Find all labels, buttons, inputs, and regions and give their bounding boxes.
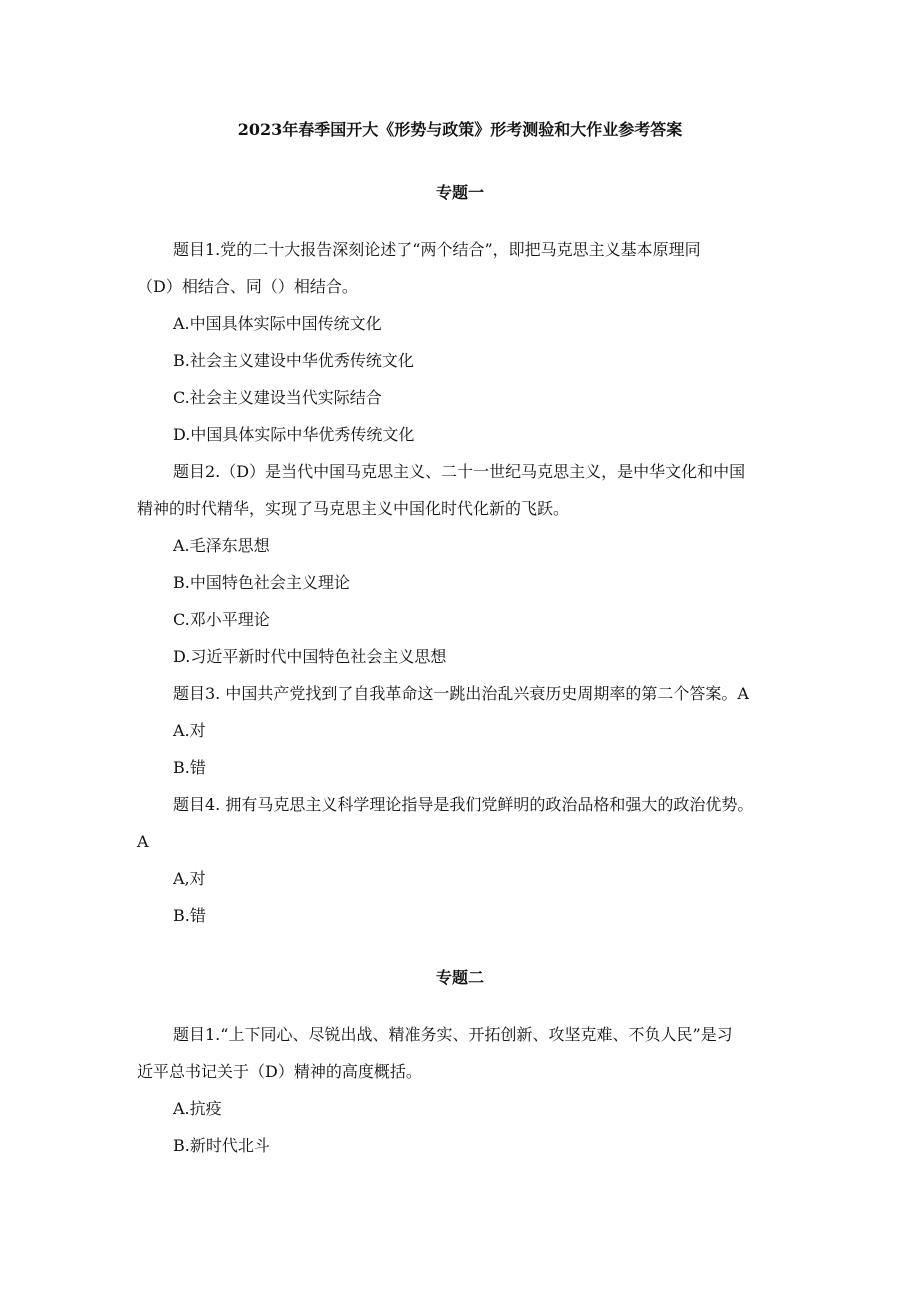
question-1-4-stem-line1: 题目4. 拥有马克思主义科学理论指导是我们党鲜明的政治品格和强大的政治优势。 — [173, 795, 754, 814]
question-2-1-option-a: A.抗疫 — [173, 1099, 222, 1118]
question-1-2-option-c: C.邓小平理论 — [173, 610, 270, 629]
section-heading-1: 专题一 — [435, 183, 484, 202]
question-2-1-stem-line2: 近平总书记关于（D）精神的高度概括。 — [137, 1062, 422, 1081]
question-1-1-option-b: B.社会主义建设中华优秀传统文化 — [173, 351, 414, 370]
question-1-1-option-a: A.中国具体实际中国传统文化 — [173, 314, 382, 333]
question-1-2-option-d: D.习近平新时代中国特色社会主义思想 — [173, 647, 447, 666]
question-1-1-option-d: D.中国具体实际中华优秀传统文化 — [173, 425, 415, 444]
document-title: 2023年春季国开大《形势与政策》形考测验和大作业参考答案 — [237, 120, 683, 139]
question-1-1-option-c: C.社会主义建设当代实际结合 — [173, 388, 382, 407]
question-1-4-option-a: A,对 — [173, 869, 206, 888]
question-1-3-stem: 题目3. 中国共产党找到了自我革命这一跳出治乱兴衰历史周期率的第二个答案。A — [173, 684, 749, 703]
question-2-1-stem-line1: 题目1.“上下同心、尽锐出战、精准务实、开拓创新、攻坚克难、不负人民”是习 — [173, 1025, 733, 1044]
question-1-2-stem-line2: 精神的时代精华，实现了马克思主义中国化时代化新的飞跃。 — [137, 499, 570, 518]
question-1-2-option-b: B.中国特色社会主义理论 — [173, 573, 350, 592]
question-2-1-option-b: B.新时代北斗 — [173, 1136, 270, 1155]
question-1-2-option-a: A.毛泽东思想 — [173, 536, 270, 555]
question-1-3-option-b: B.错 — [173, 758, 206, 777]
question-1-2-stem-line1: 题目2.（D）是当代中国马克思主义、二十一世纪马克思主义，是中华文化和中国 — [173, 462, 746, 481]
section-heading-2: 专题二 — [435, 968, 484, 987]
question-1-1-stem-line1: 题目1.党的二十大报告深刻论述了“两个结合”，即把马克思主义基本原理同 — [173, 240, 701, 259]
question-1-4-option-b: B.错 — [173, 906, 206, 925]
question-1-1-stem-line2: （D）相结合、同（）相结合。 — [137, 277, 358, 296]
question-1-3-option-a: A.对 — [173, 721, 206, 740]
question-1-4-stem-line2: A — [137, 832, 149, 851]
